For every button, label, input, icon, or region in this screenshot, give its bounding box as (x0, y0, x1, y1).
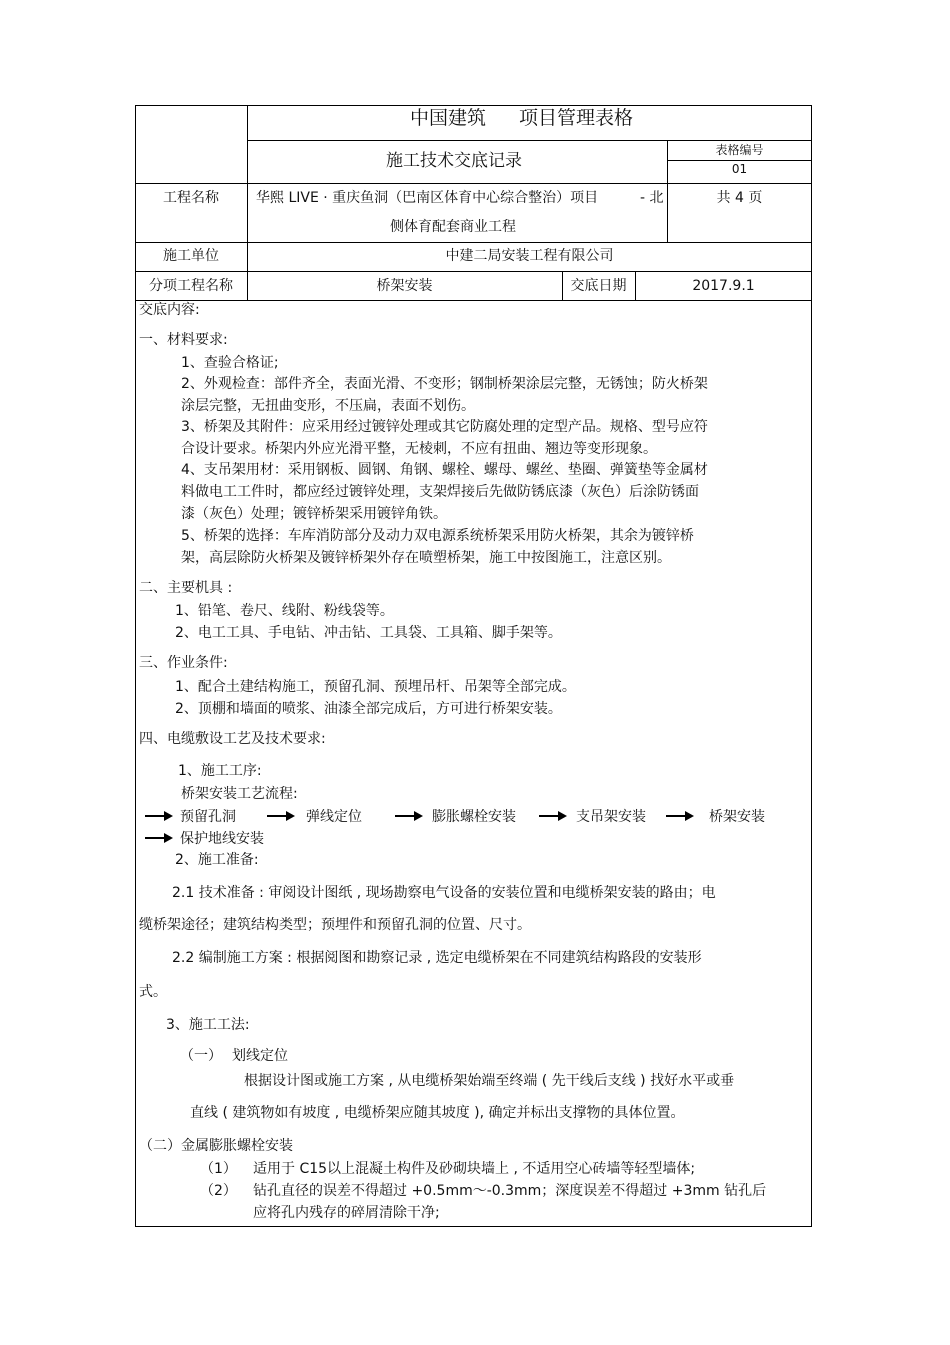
form-no-label: 表格编号 (715, 143, 764, 157)
header-bottom-line (135, 183, 812, 184)
m1-line-a: 根据设计图或施工方案 , 从电缆桥架始端至终端 ( 先干线后支线 ) 找好水平或垂 (244, 1073, 735, 1089)
i1-text: 适用于 C15以上混凝土构件及砂砌块墙上 , 不适用空心砖墙等轻型墙体; (253, 1161, 696, 1177)
flow-step-3: 膨胀螺栓安装 (432, 809, 516, 825)
s4-step-3: 3、施工工法: (166, 1017, 250, 1033)
s4-step-2: 2、施工准备: (175, 852, 259, 868)
s4-step-1: 1、施工工序: (178, 763, 262, 779)
p21a: 2.1 技术准备 : 审阅设计图纸 , 现场勘察电气设备的安装位置和电缆桥架安装的路由；电 (172, 885, 716, 901)
project-name-suffix: - 北 (640, 190, 664, 206)
record-title: 施工技术交底记录 (386, 151, 522, 171)
section-4-heading: 四、电缆敷设工艺及技术要求: (139, 731, 326, 747)
s2-item-1: 1、铅笔、卷尺、线附、粉线袋等。 (175, 603, 394, 619)
m1-line-b: 直线 ( 建筑物如有坡度 , 电缆桥架应随其坡度 ), 确定并标出支撑物的具体位置。 (190, 1105, 685, 1121)
company-name: 中国建筑 (410, 107, 487, 129)
flow-step-5: 桥架安装 (709, 809, 765, 825)
p22b: 式。 (139, 984, 167, 1000)
s1-item-4b: 料做电工工件时，都应经过镀锌处理，支架焊接后先做防锈底漆（灰色）后涂防锈面 (181, 484, 699, 500)
m1-title: 划线定位 (232, 1048, 288, 1064)
project-name-line2: 侧体育配套商业工程 (390, 219, 516, 235)
project-label: 工程名称 (163, 190, 219, 206)
date-label: 交底日期 (570, 278, 627, 294)
s1-item-3b: 合设计要求。桥架内外应光滑平整，无棱刺，不应有扭曲、翘边等变形现象。 (181, 441, 657, 457)
flow-title: 桥架安装工艺流程: (181, 786, 298, 802)
i2-num: （2） (200, 1183, 237, 1199)
section-3-heading: 三、作业条件: (139, 655, 228, 671)
flow-arrow-3 (395, 815, 421, 817)
s1-item-4c: 漆（灰色）处理；镀锌桥架采用镀锌角铁。 (181, 506, 447, 522)
p21b: 缆桥架途径；建筑结构类型；预埋件和预留孔洞的位置、尺寸。 (139, 917, 531, 933)
s3-item-2: 2、顶棚和墙面的喷浆、油漆全部完成后，方可进行桥架安装。 (175, 701, 562, 717)
unit-row-line (135, 271, 812, 272)
form-title: 项目管理表格 (519, 107, 634, 129)
flow-step-4: 支吊架安装 (576, 809, 646, 825)
s1-item-2a: 2、外观检查：部件齐全，表面光滑、不变形；钢制桥架涂层完整，无锈蚀；防火桥架 (181, 376, 708, 392)
header-divider (247, 140, 812, 141)
sub-row-line (135, 300, 812, 301)
s1-item-4a: 4、支吊架用材：采用钢板、圆钢、角钢、螺栓、螺母、螺丝、垫圈、弹簧垫等金属材 (181, 462, 708, 478)
i2-text-a: 钻孔直径的误差不得超过 +0.5mm～-0.3mm；深度误差不得超过 +3mm 钻孔后 (253, 1183, 767, 1199)
project-name-line1: 华熙 LIVE · 重庆鱼洞（巴南区体育中心综合整治）项目 (256, 190, 599, 206)
i2-text-b: 应将孔内残存的碎屑清除干净; (253, 1205, 440, 1221)
date-value: 2017.9.1 (692, 278, 755, 294)
flow-arrow-6 (145, 837, 171, 839)
flow-arrow-5 (666, 815, 692, 817)
section-1-heading: 一、材料要求: (139, 332, 228, 348)
section-2-heading: 二、主要机具 : (139, 580, 233, 596)
project-row-line (135, 242, 812, 243)
s1-item-3a: 3、桥架及其附件：应采用经过镀锌处理或其它防腐处理的定型产品。规格、型号应符 (181, 419, 708, 435)
s1-item-5b: 架，高层除防火桥架及镀锌桥架外存在喷塑桥架，施工中按图施工，注意区别。 (181, 550, 671, 566)
m1-num: （一） (180, 1048, 222, 1064)
s1-item-1: 1、查验合格证; (181, 355, 279, 371)
content-title: 交底内容: (139, 302, 200, 318)
s2-item-2: 2、电工工具、手电钻、冲击钻、工具袋、工具箱、脚手架等。 (175, 625, 562, 641)
form-no-value: 01 (731, 162, 748, 176)
m2-title: （二）金属膨胀螺栓安装 (139, 1138, 293, 1154)
page-count: 共 4 页 (716, 190, 763, 206)
flow-arrow-4 (539, 815, 565, 817)
p22a: 2.2 编制施工方案 : 根据阅图和勘察记录 , 选定电缆桥架在不同建筑结构路段的安装形 (172, 950, 702, 966)
s3-item-1: 1、配合土建结构施工，预留孔洞、预埋吊杆、吊架等全部完成。 (175, 679, 576, 695)
i1-num: （1） (200, 1161, 237, 1177)
flow-arrow-2 (267, 815, 293, 817)
flow-step-1: 预留孔洞 (180, 809, 236, 825)
unit-label: 施工单位 (163, 248, 219, 264)
sub-label: 分项工程名称 (149, 278, 233, 294)
flow-step-2: 弹线定位 (306, 809, 362, 825)
unit-value: 中建二局安装工程有限公司 (445, 248, 614, 264)
s1-item-5a: 5、桥架的选择：车库消防部分及动力双电源系统桥架采用防火桥架，其余为镀锌桥 (181, 528, 694, 544)
flow-arrow-1 (145, 815, 171, 817)
form-no-divider (667, 160, 812, 161)
flow-step-6: 保护地线安装 (180, 831, 264, 847)
sub-value: 桥架安装 (376, 278, 433, 294)
s1-item-2b: 涂层完整，无扭曲变形，不压扁，表面不划伤。 (181, 398, 475, 414)
